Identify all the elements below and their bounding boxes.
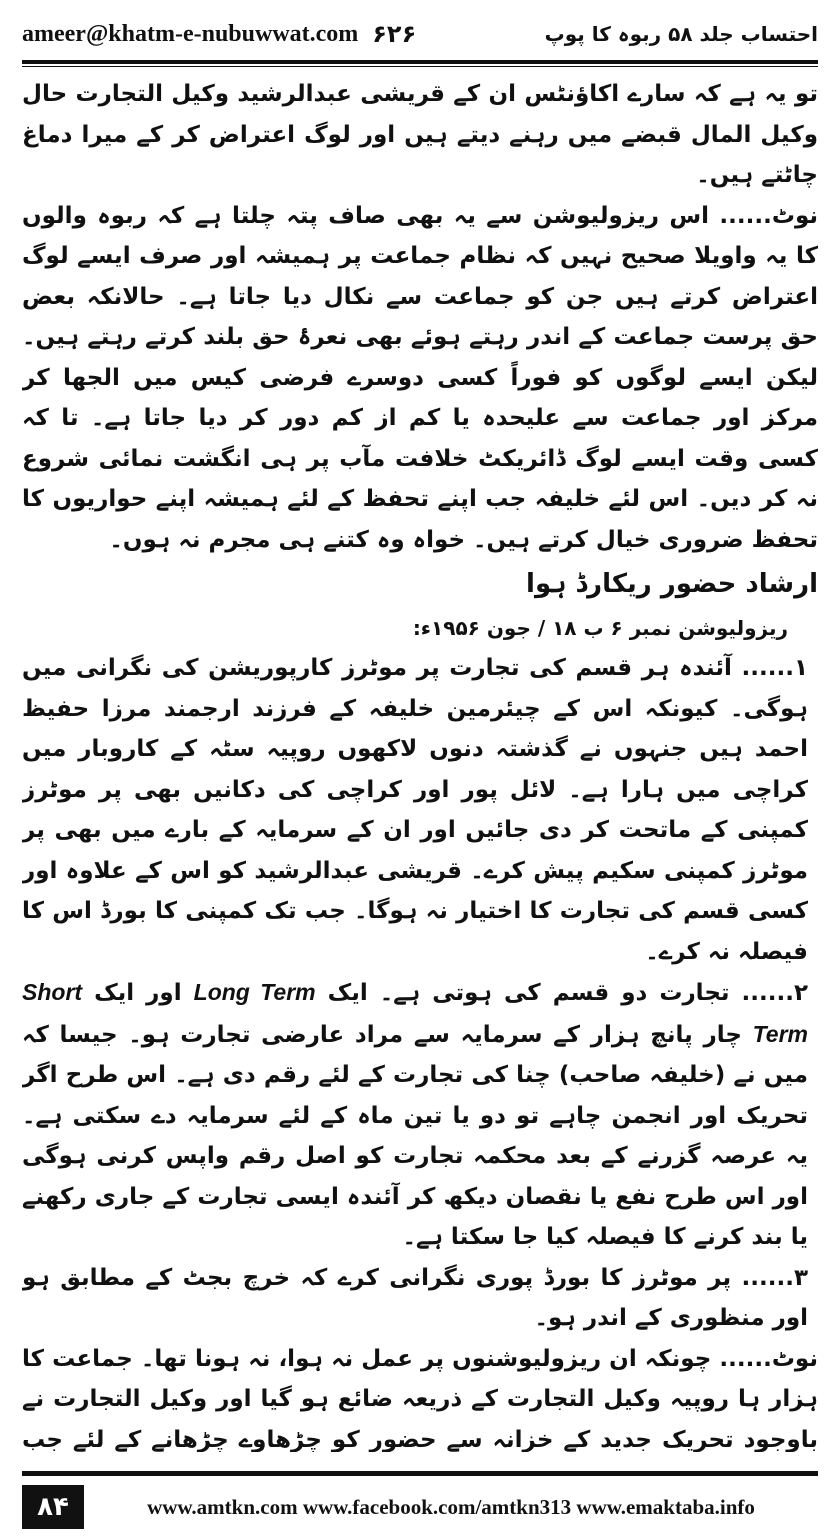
page-footer [22, 1484, 818, 1530]
item-2-body: چار پانچ ہزار کے سرمایہ سے مراد عارضی تجارت ہو۔ جیسا کہ میں نے (خلیفہ صاحب) چنا کی تجارت کے لئے رقم دی ہے۔ اس طرح اگر تحریک اور انجمن چاہے تو دو یا تین ماہ کے لئے سرمایہ دے سکتی ہے۔ یہ عرصہ گزرنے کے بعد محکمہ تجارت کو اصل رقم واپس کرنی ہوگی اور اس طرح نفع یا نقصان دیکھ کر آئندہ ایسی تجارت کے جاری رکھنے یا بند کرنے کا فیصلہ کیا جا سکتا ہے۔ [22, 1021, 808, 1250]
footer-links: www.amtkn.com www.facebook.com/amtkn313 www.emaktaba.info [147, 1494, 755, 1519]
header-email: ameer@khatm-e-nubuwwat.com [22, 20, 359, 47]
item-2-intro: ۲...... تجارت دو قسم کی ہوتی ہے۔ ایک [327, 980, 809, 1006]
header-rule [22, 60, 818, 67]
resolution-item-1: ۱...... آئندہ ہر قسم کی تجارت پر موٹرز کارپوریشن کی نگرانی میں ہوگی۔ کیونکہ اس کے چیئرمین خلیفہ کے فرزند ارجمند مرزا حفیظ احمد ہیں جنہوں نے گذشتہ دنوں لاکھوں روپیہ سٹہ کے کاروبار میں کراچی میں ہارا ہے۔ لائل پور اور کراچی کی دکانیں بھی پر موٹرز کمپنی کے ماتحت کر دی جائیں اور ان کے سرمایہ کے بارے میں بھی پر موٹرز کمپنی سکیم پیش کرے۔ قریشی عبدالرشید کو اس کے علاوہ اور کسی قسم کی تجارت کا اختیار نہ ہوگا۔ جب تک کمپنی کا بورڈ اس کا فیصلہ نہ کرے۔ [22, 655, 808, 965]
running-title: احتساب جلد ۵۸ ربوہ کا پوپ [544, 22, 818, 46]
long-term-term: Long Term [193, 979, 316, 1005]
resolution-reference: ریزولیوشن نمبر ۶ ب ۱۸ / جون ۱۹۵۶ء: [412, 616, 788, 640]
short-term-term: Short Term [22, 979, 808, 1047]
paragraph-accounts: تو یہ ہے کہ سارے اکاؤنٹس ان کے قریشی عبدالرشید وکیل التجارت حال وکیل المال قبضے میں رہنے دیتے ہیں اور لوگ اعتراض کر کے میرا دماغ چاٹتے ہیں۔ [22, 81, 818, 188]
header-page-number: ۶۲۶ [372, 20, 417, 48]
page-header [22, 14, 818, 54]
page-body [22, 74, 818, 1452]
paragraph-note-2: نوٹ...... چونکہ ان ریزولیوشنوں پر عمل نہ ہوا، نہ ہونا تھا۔ جماعت کا ہزار ہا روپیہ وکیل التجارت کے ذریعہ ضائع ہو گیا اور وکیل التجارت نے باوجود تحریک جدید کے خزانہ سے حضور کو چڑھاوے چڑھانے کے لئے جب [22, 1345, 818, 1452]
resolution-item-3: ۳...... پر موٹرز کا بورڈ پوری نگرانی کرے کہ خرچ بجٹ کے مطابق ہو اور منظوری کے اندر ہو۔ [22, 1264, 808, 1331]
item-2-and: اور ایک [94, 980, 182, 1006]
resolution-item-2 [22, 972, 818, 1258]
section-heading: ارشاد حضور ریکارڈ ہوا [526, 569, 818, 599]
footer-rule [22, 1471, 818, 1476]
header-left [22, 20, 416, 48]
paragraph-note-1: نوٹ...... اس ریزولیوشن سے یہ بھی صاف پتہ چلتا ہے کہ ربوہ والوں کا یہ واویلا صحیح نہیں کہ نظام جماعت پر ہمیشہ اور صرف ایسے لوگ اعتراض کرتے ہیں جن کو جماعت سے نکال دیا جاتا ہے۔ حالانکہ بعض حق پرست جماعت کے اندر رہتے ہوئے بھی نعرۂ حق بلند کرتے رہتے ہیں۔ لیکن ایسے لوگوں کو فوراً کسی دوسرے فرضی کیس میں الجھا کر مرکز اور جماعت سے علیحدہ یا کم از کم دور کر دیا جاتا ہے۔ تا کہ کسی وقت ایسے لوگ ڈائریکٹ خلافت مآب پر ہی انگشت نمائی شروع نہ کر دیں۔ اس لئے خلیفہ جب اپنے تحفظ کے لئے ہمیشہ اپنے حواریوں کا تحفظ ضروری خیال کرتے ہیں۔ خواہ وہ کتنے ہی مجرم نہ ہوں۔ [22, 202, 818, 553]
footer-page-number: ۸۴ [22, 1485, 84, 1529]
